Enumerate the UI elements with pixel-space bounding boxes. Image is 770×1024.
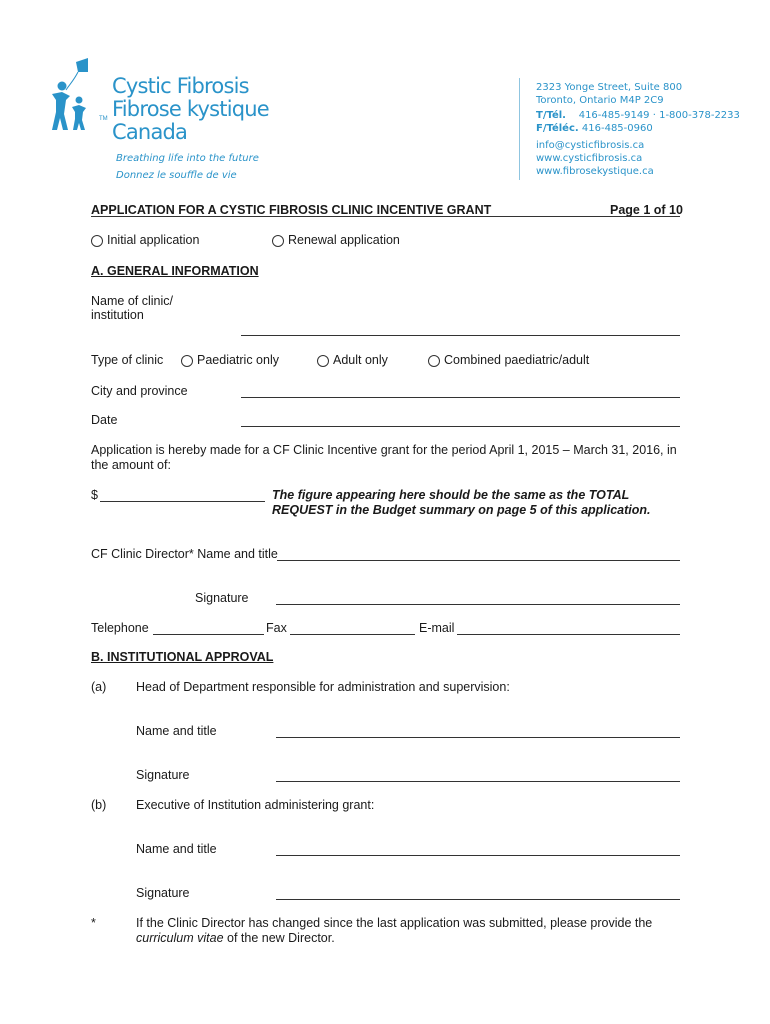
director-signature-label: Signature xyxy=(195,591,249,605)
clinic-name-field[interactable] xyxy=(241,335,680,336)
kite-family-logo-icon xyxy=(48,56,108,134)
item-a-text: Head of Department responsible for administration and supervision: xyxy=(136,680,510,694)
footnote-cv-italic: curriculum vitae xyxy=(136,931,224,945)
department-head-signature-field[interactable] xyxy=(276,781,680,782)
logo-trademark: TM xyxy=(99,116,108,122)
renewal-application-radio[interactable] xyxy=(272,235,284,247)
email-label: E-mail xyxy=(419,621,455,635)
fax-field[interactable] xyxy=(290,634,415,635)
executive-signature-field[interactable] xyxy=(276,899,680,900)
section-a-title: A. GENERAL INFORMATION xyxy=(91,264,259,278)
city-province-label: City and province xyxy=(91,384,188,398)
city-province-field[interactable] xyxy=(241,397,680,398)
footnote-marker: * xyxy=(91,916,96,930)
footnote-line-2 xyxy=(136,931,335,945)
item-b-text: Executive of Institution administering grant: xyxy=(136,798,375,812)
dollar-sign: $ xyxy=(91,488,98,502)
executive-name-field[interactable] xyxy=(276,855,680,856)
combined-label: Combined paediatric/adult xyxy=(444,353,590,367)
email-field[interactable] xyxy=(457,634,680,635)
paediatric-only-label: Paediatric only xyxy=(197,353,279,367)
telephone-label: Telephone xyxy=(91,621,149,635)
department-head-signature-label: Signature xyxy=(136,768,190,782)
clinic-name-label-line-2: institution xyxy=(91,308,144,322)
document-title: APPLICATION FOR A CYSTIC FIBROSIS CLINIC INCENTIVE GRANT xyxy=(91,203,492,217)
contact-website-1: www.cysticfibrosis.ca xyxy=(536,153,643,164)
telephone-field[interactable] xyxy=(153,634,264,635)
logo-name-line-1: Cystic Fibrosis xyxy=(112,74,249,98)
telephone-value: 416-485-9149 · 1-800-378-2233 xyxy=(578,110,740,121)
executive-signature-label: Signature xyxy=(136,886,190,900)
department-head-name-label: Name and title xyxy=(136,724,217,738)
clinic-type-label: Type of clinic xyxy=(91,353,164,367)
fax-contact-value: 416-485-0960 xyxy=(581,123,653,134)
tagline-french: Donnez le souffle de vie xyxy=(116,170,237,181)
combined-radio[interactable] xyxy=(428,355,440,367)
fax-label: Fax xyxy=(266,621,287,635)
initial-application-radio[interactable] xyxy=(91,235,103,247)
page-number: Page 1 of 10 xyxy=(610,203,683,217)
paediatric-only-radio[interactable] xyxy=(181,355,193,367)
address-line-1: 2323 Yonge Street, Suite 800 xyxy=(536,82,683,93)
section-b-title: B. INSTITUTIONAL APPROVAL xyxy=(91,650,274,664)
item-a-marker: (a) xyxy=(91,680,107,694)
item-b-marker: (b) xyxy=(91,798,107,812)
address-line-2: Toronto, Ontario M4P 2C9 xyxy=(536,95,664,106)
clinic-name-label-line-1: Name of clinic/ xyxy=(91,294,173,308)
director-name-label: CF Clinic Director* Name and title xyxy=(91,547,278,561)
date-field[interactable] xyxy=(241,426,680,427)
adult-only-label: Adult only xyxy=(333,353,388,367)
logo-name-line-3: Canada xyxy=(112,120,188,144)
contact-website-2: www.fibrosekystique.ca xyxy=(536,166,654,177)
director-signature-field[interactable] xyxy=(276,604,680,605)
director-name-field[interactable] xyxy=(277,560,680,561)
total-request-note: The figure appearing here should be the same as the TOTAL REQUEST in the Budget summary on page 5 of this application. xyxy=(272,488,651,517)
fax-contact-label: F/Téléc. xyxy=(536,123,579,134)
contact-email: info@cysticfibrosis.ca xyxy=(536,140,645,151)
telephone-label: T/Tél. xyxy=(536,110,566,121)
initial-application-label: Initial application xyxy=(107,233,200,247)
amount-field[interactable] xyxy=(100,501,265,502)
department-head-name-field[interactable] xyxy=(276,737,680,738)
footnote-line-2-rest: of the new Director. xyxy=(223,931,335,945)
tagline-english: Breathing life into the future xyxy=(116,153,259,164)
application-statement: Application is hereby made for a CF Clinic Incentive grant for the period April 1, 2015 – March 31, 2016, in the amount of: xyxy=(91,443,677,472)
telephone-line xyxy=(536,110,740,121)
executive-name-label: Name and title xyxy=(136,842,217,856)
renewal-application-label: Renewal application xyxy=(288,233,400,247)
fax-line xyxy=(536,123,653,134)
title-underline xyxy=(91,216,680,217)
date-label: Date xyxy=(91,413,118,427)
adult-only-radio[interactable] xyxy=(317,355,329,367)
logo-name-line-2: Fibrose kystique xyxy=(112,97,269,121)
contact-divider xyxy=(519,78,520,180)
footnote-line-1: If the Clinic Director has changed since the last application was submitted, please provide the xyxy=(136,916,653,930)
